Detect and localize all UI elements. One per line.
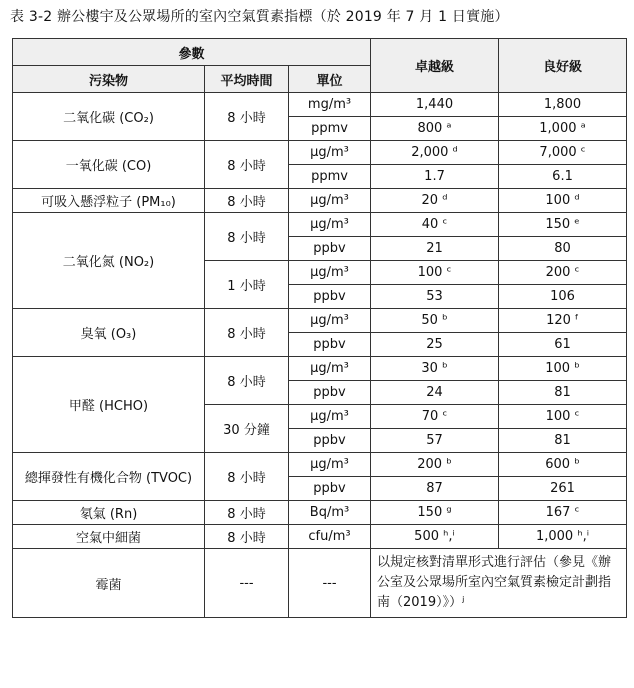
unit-cell: --- xyxy=(289,549,371,618)
excellent-value: 30 ᵇ xyxy=(371,357,499,381)
excellent-value: 87 xyxy=(371,477,499,501)
excellent-value: 20 ᵈ xyxy=(371,189,499,213)
excellent-value: 50 ᵇ xyxy=(371,309,499,333)
table-row xyxy=(13,93,627,117)
avg-time-cell: 1 小時 xyxy=(205,261,289,309)
unit-header: 單位 xyxy=(289,66,371,93)
table-row xyxy=(13,189,627,213)
excellent-value: 21 xyxy=(371,237,499,261)
good-value: 200 ᶜ xyxy=(499,261,627,285)
avg-time-cell: 8 小時 xyxy=(205,501,289,525)
pollutant-cell: 一氧化碳 (CO) xyxy=(13,141,205,189)
good-value: 80 xyxy=(499,237,627,261)
good-value: 81 xyxy=(499,429,627,453)
param-group-header: 參數 xyxy=(13,39,371,66)
pollutant-cell: 二氧化碳 (CO₂) xyxy=(13,93,205,141)
avg-time-cell: 8 小時 xyxy=(205,525,289,549)
unit-cell: cfu/m³ xyxy=(289,525,371,549)
pollutant-cell: 空氣中細菌 xyxy=(13,525,205,549)
unit-cell: µg/m³ xyxy=(289,357,371,381)
avg-time-header: 平均時間 xyxy=(205,66,289,93)
table-row xyxy=(13,141,627,165)
unit-cell: ppmv xyxy=(289,117,371,141)
avg-time-cell: 30 分鐘 xyxy=(205,405,289,453)
excellent-value: 25 xyxy=(371,333,499,357)
avg-time-cell: 8 小時 xyxy=(205,357,289,405)
table-caption: 表 3-2 辦公樓宇及公眾場所的室內空氣質素指標（於 2019 年 7 月 1 日實施） xyxy=(10,9,509,25)
avg-time-cell: --- xyxy=(205,549,289,618)
excellent-value: 24 xyxy=(371,381,499,405)
excellent-value: 53 xyxy=(371,285,499,309)
excellent-value: 1,440 xyxy=(371,93,499,117)
excellent-value: 800 ᵃ xyxy=(371,117,499,141)
avg-time-cell: 8 小時 xyxy=(205,309,289,357)
good-value: 100 ᵈ xyxy=(499,189,627,213)
excellent-value: 2,000 ᵈ xyxy=(371,141,499,165)
table-row xyxy=(13,501,627,525)
avg-time-cell: 8 小時 xyxy=(205,141,289,189)
unit-cell: µg/m³ xyxy=(289,453,371,477)
pollutant-header: 污染物 xyxy=(13,66,205,93)
good-value: 150 ᵉ xyxy=(499,213,627,237)
unit-cell: ppbv xyxy=(289,381,371,405)
unit-cell: ppmv xyxy=(289,165,371,189)
avg-time-cell: 8 小時 xyxy=(205,453,289,501)
iaq-objectives-table xyxy=(12,38,627,618)
unit-cell: µg/m³ xyxy=(289,189,371,213)
pollutant-cell: 總揮發性有機化合物 (TVOC) xyxy=(13,453,205,501)
unit-cell: ppbv xyxy=(289,237,371,261)
good-value: 61 xyxy=(499,333,627,357)
excellent-value: 70 ᶜ xyxy=(371,405,499,429)
table-row xyxy=(13,309,627,333)
excellent-value: 1.7 xyxy=(371,165,499,189)
pollutant-cell: 甲醛 (HCHO) xyxy=(13,357,205,453)
good-value: 1,800 xyxy=(499,93,627,117)
pollutant-cell: 霉菌 xyxy=(13,549,205,618)
good-value: 1,000 ʰ,ⁱ xyxy=(499,525,627,549)
excellent-header: 卓越級 xyxy=(371,39,499,93)
excellent-value: 57 xyxy=(371,429,499,453)
unit-cell: µg/m³ xyxy=(289,213,371,237)
good-value: 100 ᶜ xyxy=(499,405,627,429)
excellent-value: 150 ᵍ xyxy=(371,501,499,525)
pollutant-cell: 氡氣 (Rn) xyxy=(13,501,205,525)
unit-cell: ppbv xyxy=(289,333,371,357)
table-row xyxy=(13,357,627,381)
good-value: 167 ᶜ xyxy=(499,501,627,525)
mould-assessment-note: 以規定核對清單形式進行評估（參見《辦公室及公眾場所室內空氣質素檢定計劃指南（2019）》）ʲ xyxy=(371,549,627,618)
good-header: 良好級 xyxy=(499,39,627,93)
unit-cell: ppbv xyxy=(289,285,371,309)
unit-cell: mg/m³ xyxy=(289,93,371,117)
good-value: 6.1 xyxy=(499,165,627,189)
avg-time-cell: 8 小時 xyxy=(205,213,289,261)
iaq-table-wrapper xyxy=(12,38,627,618)
excellent-value: 40 ᶜ xyxy=(371,213,499,237)
table-row xyxy=(13,549,627,618)
unit-cell: ppbv xyxy=(289,429,371,453)
avg-time-cell: 8 小時 xyxy=(205,189,289,213)
pollutant-cell: 臭氧 (O₃) xyxy=(13,309,205,357)
excellent-value: 200 ᵇ xyxy=(371,453,499,477)
table-row xyxy=(13,213,627,237)
table-row xyxy=(13,453,627,477)
pollutant-cell: 二氧化氮 (NO₂) xyxy=(13,213,205,309)
good-value: 100 ᵇ xyxy=(499,357,627,381)
unit-cell: µg/m³ xyxy=(289,141,371,165)
excellent-value: 500 ʰ,ⁱ xyxy=(371,525,499,549)
good-value: 106 xyxy=(499,285,627,309)
pollutant-cell: 可吸入懸浮粒子 (PM₁₀) xyxy=(13,189,205,213)
unit-cell: µg/m³ xyxy=(289,405,371,429)
table-row xyxy=(13,525,627,549)
unit-cell: µg/m³ xyxy=(289,261,371,285)
good-value: 1,000 ᵃ xyxy=(499,117,627,141)
unit-cell: ppbv xyxy=(289,477,371,501)
avg-time-cell: 8 小時 xyxy=(205,93,289,141)
good-value: 261 xyxy=(499,477,627,501)
good-value: 81 xyxy=(499,381,627,405)
good-value: 120 ᶠ xyxy=(499,309,627,333)
good-value: 7,000 ᶜ xyxy=(499,141,627,165)
unit-cell: Bq/m³ xyxy=(289,501,371,525)
excellent-value: 100 ᶜ xyxy=(371,261,499,285)
good-value: 600 ᵇ xyxy=(499,453,627,477)
unit-cell: µg/m³ xyxy=(289,309,371,333)
